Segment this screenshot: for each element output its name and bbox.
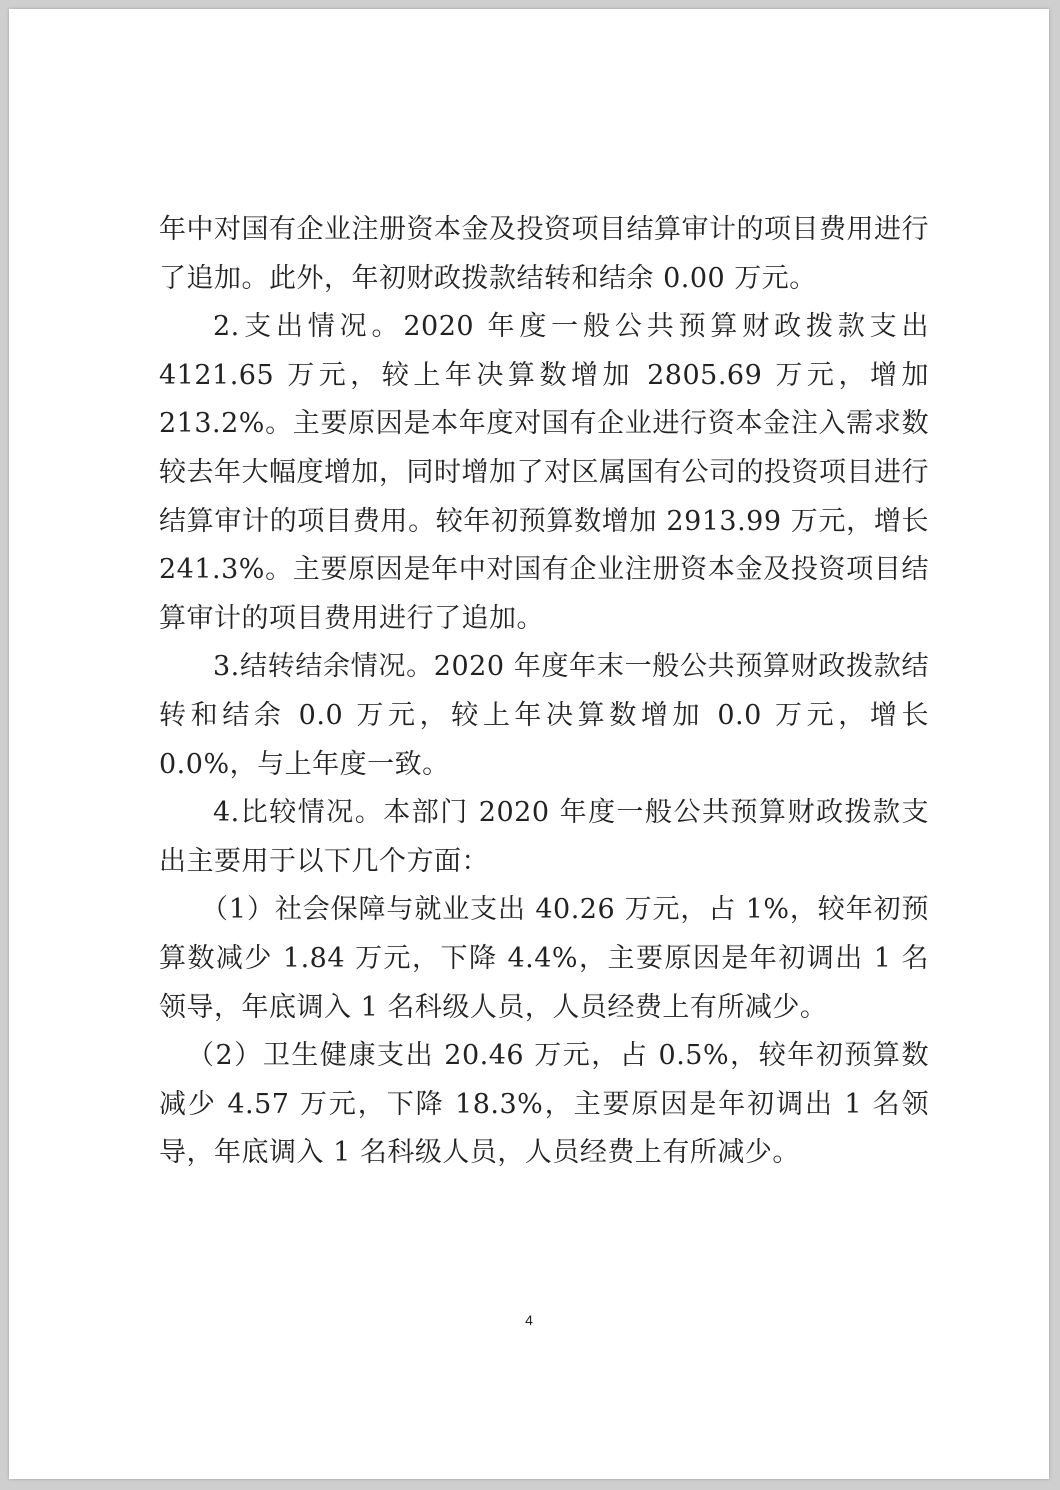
paragraph-expenditure: 2.支出情况。2020 年度一般公共预算财政拨款支出 4121.65 万元，较上年决算数增加 2805.69 万元，增加 213.2%。主要原因是本年度对国有企业进行资本金注入需求数较去年大幅度增加，同时增加了对区属国有公司的投资项目进行结算审计的项目费用。较年初预算数增加 2913.99 万元，增长 241.3%。主要原因是年中对国有企业注册资本金及投资项目结算审计的项目费用进行了追加。 [159, 311, 929, 634]
document-page [9, 9, 1049, 1479]
page-number: 4 [525, 1312, 533, 1328]
paragraph-comparison: 4.比较情况。本部门 2020 年度一般公共预算财政拨款支出主要用于以下几个方面： [159, 797, 929, 877]
paragraph-carryover: 3.结转结余情况。2020 年度年末一般公共预算财政拨款结转和结余 0.0 万元，较上年决算数增加 0.0 万元，增长 0.0%，与上年度一致。 [159, 651, 929, 780]
paragraph-health: （2）卫生健康支出 20.46 万元，占 0.5%，较年初预算数减少 4.57 万元，下降 18.3%，主要原因是年初调出 1 名领导，年底调入 1 名科级人员，人员经费上有所减少。 [159, 1040, 929, 1169]
body-text [159, 206, 929, 1178]
paragraph-social-security: （1）社会保障与就业支出 40.26 万元，占 1%，较年初预算数减少 1.84 万元，下降 4.4%，主要原因是年初调出 1 名领导，年底调入 1 名科级人员，人员经费上有所减少。 [159, 894, 929, 1023]
paragraph-continuation: 年中对国有企业注册资本金及投资项目结算审计的项目费用进行了追加。此外，年初财政拨款结转和结余 0.00 万元。 [159, 214, 929, 294]
